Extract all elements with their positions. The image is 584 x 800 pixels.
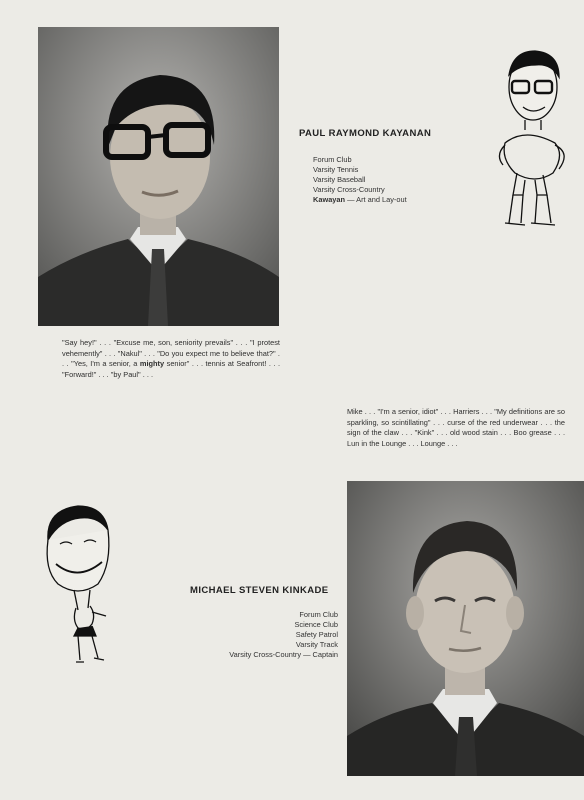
activity-item: Forum Club [299,610,338,619]
activity-item: Forum Club [313,155,352,164]
portrait-photo-paul [38,27,279,326]
quote-text: Mike . . . "I'm a senior, idiot" . . . Harriers . . . "My definitions are so sparkling, so scintillating" . . . curse of the red underwear . . . the sign of the claw . . . "Kink" . . . old wood stain . . . Boo grease . . . Lun in the Lounge . . . Lounge . . . [347,407,565,448]
quote-emphasis: mighty [139,359,165,369]
student-name: MICHAEL STEVEN KINKADE [190,585,329,596]
student-name: PAUL RAYMOND KAYANAN [299,128,432,139]
quote-text: senior" . . . tennis at Seafront! . . . "Forward!" . . . "by Paul" . . . [62,359,280,379]
portrait-photo-mike [347,481,584,776]
caricature-drawing-paul [495,45,575,240]
activity-publication: Kawayan [313,195,346,204]
activity-item: Varsity Baseball [313,175,366,184]
quote-text: "Say hey!" . . . "Excuse me, son, seniority prevails" . . . "I protest vehemently" . . . "Nakul" . . . "Do you expect me to believe that?" . . . "Yes, I'm a senior, a [62,338,280,369]
activity-role: — Art and Lay-out [345,195,407,204]
activity-item: Varsity Cross-Country [313,185,385,194]
activity-item: Safety Patrol [295,630,338,639]
activity-item: Varsity Cross-Country — Captain [229,650,338,659]
activity-item: Varsity Tennis [313,165,359,174]
activity-item [313,195,407,205]
activity-list [229,610,338,660]
senior-quote [347,407,565,449]
activity-item: Science Club [294,620,338,629]
activity-list [313,155,407,205]
caricature-drawing-mike [38,500,123,670]
activity-item: Varsity Track [295,640,338,649]
senior-quote [62,338,280,380]
